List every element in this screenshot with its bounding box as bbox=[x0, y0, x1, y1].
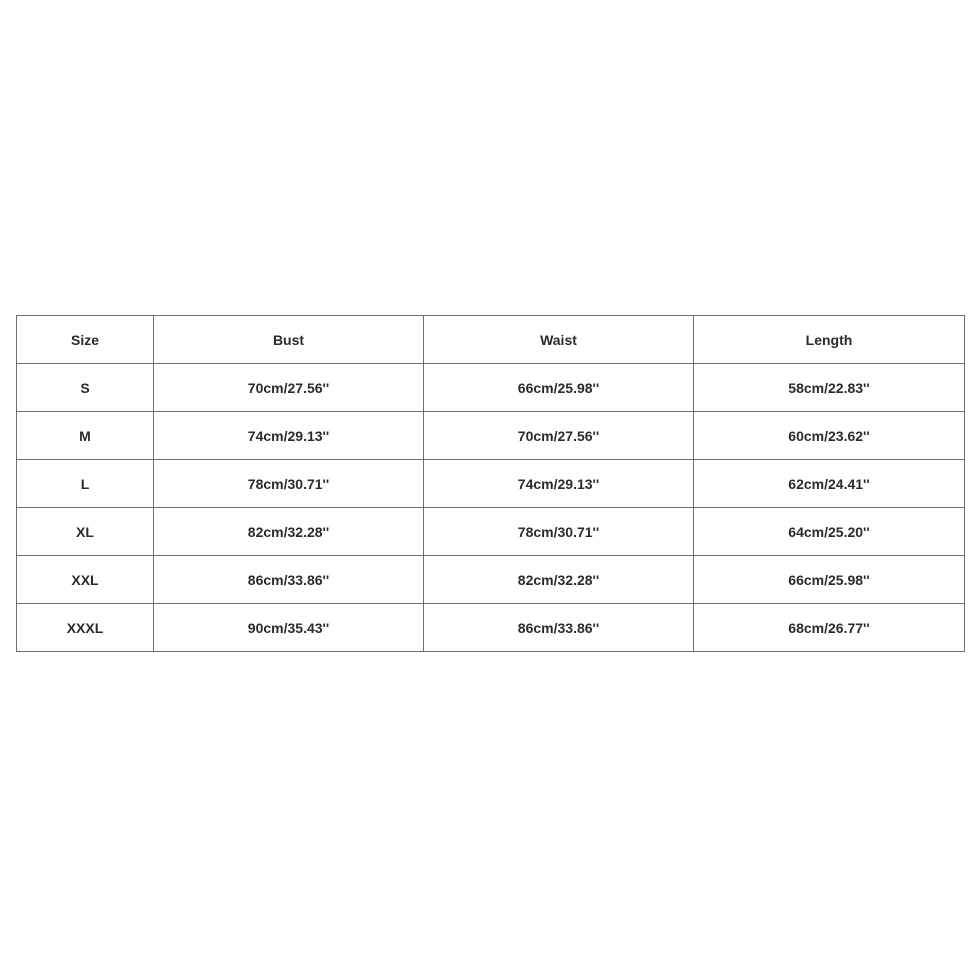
cell-bust: 82cm/32.28'' bbox=[154, 508, 424, 556]
cell-bust: 70cm/27.56'' bbox=[154, 364, 424, 412]
cell-size: S bbox=[17, 364, 154, 412]
cell-size: XL bbox=[17, 508, 154, 556]
cell-size: M bbox=[17, 412, 154, 460]
cell-length: 68cm/26.77'' bbox=[694, 604, 965, 652]
header-waist: Waist bbox=[424, 316, 694, 364]
cell-size: L bbox=[17, 460, 154, 508]
cell-bust: 86cm/33.86'' bbox=[154, 556, 424, 604]
table-row bbox=[17, 364, 965, 412]
cell-length: 60cm/23.62'' bbox=[694, 412, 965, 460]
cell-waist: 66cm/25.98'' bbox=[424, 364, 694, 412]
cell-bust: 90cm/35.43'' bbox=[154, 604, 424, 652]
header-size: Size bbox=[17, 316, 154, 364]
cell-waist: 74cm/29.13'' bbox=[424, 460, 694, 508]
size-chart-table bbox=[16, 315, 965, 652]
cell-bust: 74cm/29.13'' bbox=[154, 412, 424, 460]
cell-waist: 86cm/33.86'' bbox=[424, 604, 694, 652]
cell-length: 58cm/22.83'' bbox=[694, 364, 965, 412]
cell-waist: 82cm/32.28'' bbox=[424, 556, 694, 604]
cell-length: 64cm/25.20'' bbox=[694, 508, 965, 556]
cell-size: XXXL bbox=[17, 604, 154, 652]
cell-length: 66cm/25.98'' bbox=[694, 556, 965, 604]
cell-waist: 78cm/30.71'' bbox=[424, 508, 694, 556]
cell-waist: 70cm/27.56'' bbox=[424, 412, 694, 460]
header-row bbox=[17, 316, 965, 364]
header-length: Length bbox=[694, 316, 965, 364]
table-row bbox=[17, 508, 965, 556]
table-row bbox=[17, 604, 965, 652]
table-row bbox=[17, 412, 965, 460]
table-row bbox=[17, 460, 965, 508]
header-bust: Bust bbox=[154, 316, 424, 364]
cell-bust: 78cm/30.71'' bbox=[154, 460, 424, 508]
cell-length: 62cm/24.41'' bbox=[694, 460, 965, 508]
cell-size: XXL bbox=[17, 556, 154, 604]
table-row bbox=[17, 556, 965, 604]
